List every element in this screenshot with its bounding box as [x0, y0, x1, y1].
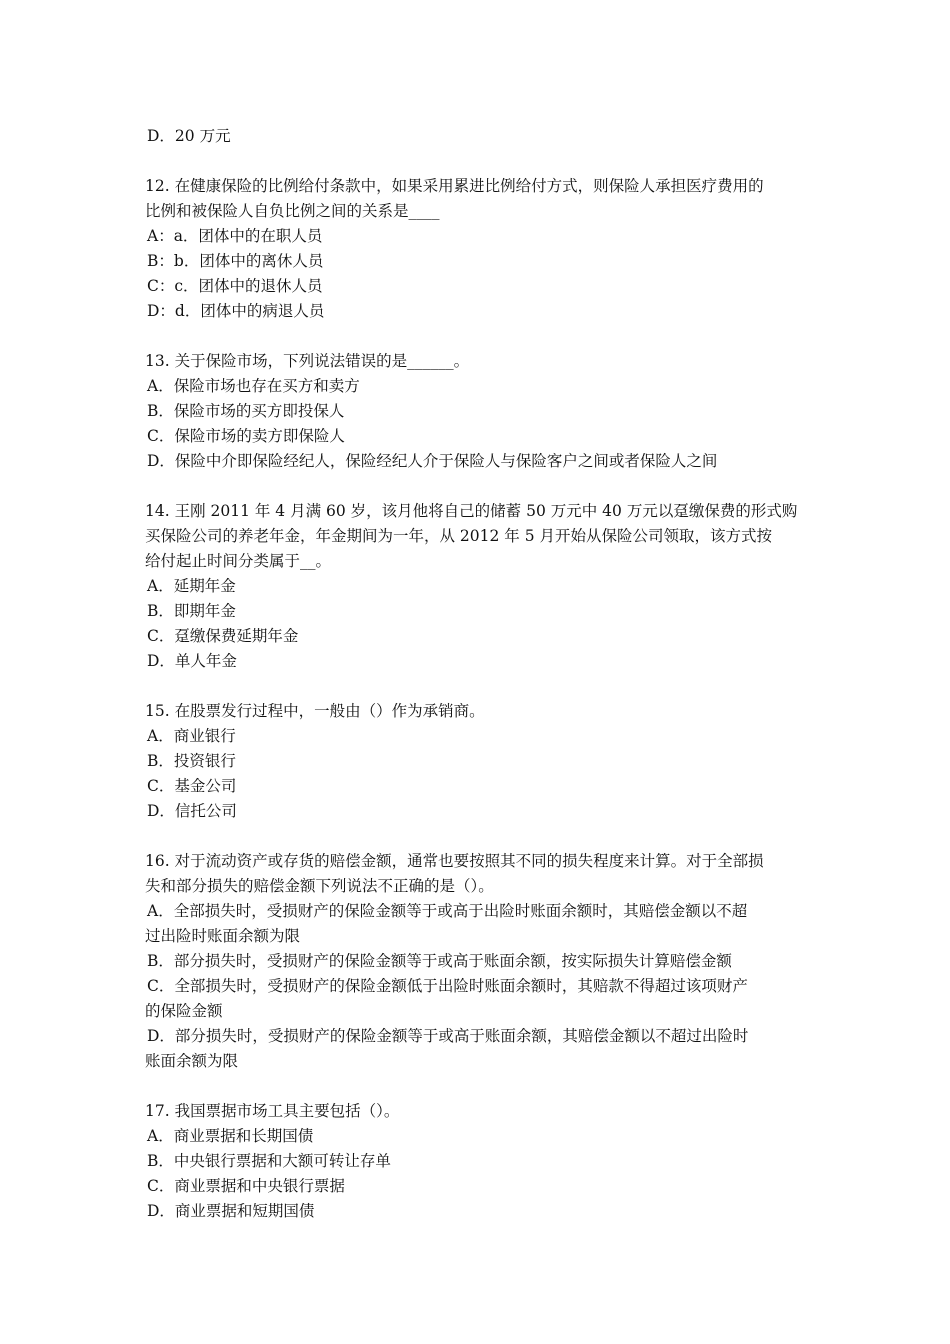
- option-c: C．全部损失时，受损财产的保险金额低于出险时账面余额时，其赔款不得超过该项财产: [147, 977, 748, 995]
- question-stem-line: 15. 在股票发行过程中，一般由（）作为承销商。: [145, 702, 485, 720]
- option-d: D．单人年金: [147, 652, 237, 670]
- option-d: D．商业票据和短期国债: [147, 1202, 315, 1220]
- question-stem-line: 12. 在健康保险的比例给付条款中，如果采用累进比例给付方式，则保险人承担医疗费用的: [145, 177, 764, 195]
- option-a: A．延期年金: [147, 577, 236, 595]
- question-stem-line: 给付起止时间分类属于__。: [145, 552, 332, 570]
- option-a: A．全部损失时，受损财产的保险金额等于或高于出险时账面余额时，其赔偿金额以不超: [147, 902, 748, 920]
- option-d: D：d．团体中的病退人员: [147, 302, 325, 320]
- option-a: A．商业票据和长期国债: [147, 1127, 314, 1145]
- option-b: B．部分损失时，受损财产的保险金额等于或高于账面余额，按实际损失计算赔偿金额: [147, 952, 732, 970]
- option-a: A．保险市场也存在买方和卖方: [147, 377, 360, 395]
- option-a: A．商业银行: [147, 727, 236, 745]
- question-stem-line: 17. 我国票据市场工具主要包括（）。: [145, 1102, 400, 1120]
- prev-question-option-d: D．20 万元: [147, 127, 231, 145]
- option-d-continued: 账面余额为限: [145, 1052, 239, 1070]
- option-b: B．即期年金: [147, 602, 236, 620]
- question-14: [145, 499, 810, 674]
- question-17: [145, 1099, 810, 1224]
- question-stem-line: 买保险公司的养老年金，年金期间为一年，从 2012 年 5 月开始从保险公司领取，该方式按: [145, 527, 773, 545]
- option-d: D．信托公司: [147, 802, 237, 820]
- option-a: A：a．团体中的在职人员: [147, 227, 323, 245]
- question-15: [145, 699, 810, 824]
- option-b: B．投资银行: [147, 752, 236, 770]
- option-a-continued: 过出险时账面余额为限: [145, 927, 301, 945]
- option-c: C．趸缴保费延期年金: [147, 627, 299, 645]
- question-stem-line: 14. 王刚 2011 年 4 月满 60 岁，该月他将自己的储蓄 50 万元中 40 万元以趸缴保费的形式购: [145, 502, 798, 520]
- option-c: C：c．团体中的退休人员: [147, 277, 323, 295]
- option-b: B．中央银行票据和大额可转让存单: [147, 1152, 391, 1170]
- question-stem-line: 失和部分损失的赔偿金额下列说法不正确的是（）。: [145, 877, 494, 895]
- question-12: [145, 174, 810, 324]
- option-c: C．商业票据和中央银行票据: [147, 1177, 345, 1195]
- option-b: B：b．团体中的离休人员: [147, 252, 324, 270]
- question-stem-line: 13. 关于保险市场，下列说法错误的是______。: [145, 352, 470, 370]
- option-d: D．保险中介即保险经纪人，保险经纪人介于保险人与保险客户之间或者保险人之间: [147, 452, 718, 470]
- question-stem-line: 比例和被保险人自负比例之间的关系是____: [145, 202, 440, 220]
- option-d: D．部分损失时，受损财产的保险金额等于或高于账面余额，其赔偿金额以不超过出险时: [147, 1027, 749, 1045]
- question-16: [145, 849, 810, 1074]
- option-c: C．基金公司: [147, 777, 237, 795]
- option-c-continued: 的保险金额: [145, 1002, 223, 1020]
- question-13: [145, 349, 810, 474]
- option-b: B．保险市场的买方即投保人: [147, 402, 345, 420]
- question-stem-line: 16. 对于流动资产或存货的赔偿金额，通常也要按照其不同的损失程度来计算。对于全部损: [145, 852, 764, 870]
- document-content: [145, 124, 810, 1224]
- option-c: C．保险市场的卖方即保险人: [147, 427, 345, 445]
